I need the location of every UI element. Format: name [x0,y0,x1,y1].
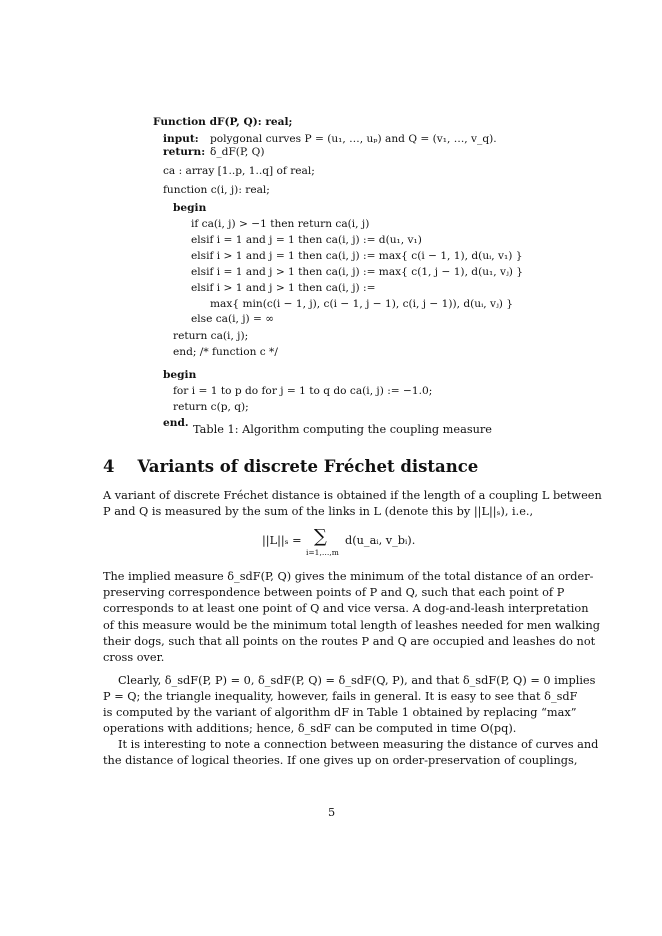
paragraph-line: It is interesting to note a connection between measuring the distance of curves and [118,738,599,751]
section-heading [103,457,478,476]
code-line: elsif i = 1 and j = 1 then ca(i, j) := d(u₁, v₁) [191,234,422,246]
section-title: Variants of discrete Fréchet distance [137,457,479,476]
paragraph-line: of this measure would be the minimum total length of leashes needed for men walking [103,619,600,632]
paragraph-line: corresponds to at least one point of Q and vice versa. A dog-and-leash interpretation [103,602,589,615]
return-text: δ_dF(P, Q) [210,146,265,158]
equation-lhs: ||L||ₛ = [262,534,302,547]
function-header: Function dF(P, Q): real; [153,116,293,128]
sum-subscript: i=1,…,m [306,548,339,557]
table-caption: Table 1: Algorithm computing the coupling measure [193,423,492,436]
begin-keyword: begin [173,202,207,214]
code-line: else ca(i, j) = ∞ [191,313,275,325]
equation-rhs: d(u_aᵢ, v_bᵢ). [345,534,416,547]
code-line: for i = 1 to p do for j = 1 to q do ca(i, j) := −1.0; [173,385,433,397]
end-keyword: end. [163,417,189,429]
paragraph-line: Clearly, δ_sdF(P, P) = 0, δ_sdF(P, Q) = δ_sdF(Q, P), and that δ_sdF(P, Q) = 0 implies [118,674,596,687]
array-declaration: ca : array [1..p, 1..q] of real; [163,165,315,177]
code-line: elsif i > 1 and j > 1 then ca(i, j) := [191,282,376,294]
paragraph-line: P = Q; the triangle inequality, however, fails in general. It is easy to see that δ_sdF [103,690,578,703]
code-line: return ca(i, j); [173,330,249,342]
return-label: return: [163,146,206,158]
paragraph-line: P and Q is measured by the sum of the links in L (denote this by ||L||ₛ), i.e., [103,505,534,518]
sum-symbol: ∑ [314,526,327,547]
code-line: if ca(i, j) > −1 then return ca(i, j) [191,218,370,230]
paragraph-line: The implied measure δ_sdF(P, Q) gives the minimum of the total distance of an order- [103,570,594,583]
code-line: max{ min(c(i − 1, j), c(i − 1, j − 1), c(i, j − 1)), d(uᵢ, vⱼ) } [210,298,514,310]
paragraph-line: preserving correspondence between points of P and Q, such that each point of P [103,586,565,599]
code-line: return c(p, q); [173,401,249,413]
function-c-header: function c(i, j): real; [163,184,270,196]
code-line: elsif i = 1 and j > 1 then ca(i, j) := max{ c(1, j − 1), d(u₁, vⱼ) } [191,266,524,278]
code-line: elsif i > 1 and j = 1 then ca(i, j) := max{ c(i − 1, 1), d(uᵢ, v₁) } [191,250,523,262]
input-label: input: [163,133,199,145]
page-number: 5 [328,806,336,819]
paragraph-line: cross over. [103,651,165,664]
paragraph-line: A variant of discrete Fréchet distance is obtained if the length of a coupling L between [103,489,602,502]
section-number: 4 [103,457,115,476]
begin-keyword: begin [163,369,197,381]
code-line: end; /* function c */ [173,346,278,358]
paragraph-line: operations with additions; hence, δ_sdF can be computed in time O(pq). [103,722,517,735]
paragraph-line: is computed by the variant of algorithm dF in Table 1 obtained by replacing “max” [103,706,577,719]
input-text: polygonal curves P = (u₁, …, uₚ) and Q = (v₁, …, v_q). [210,133,497,145]
paragraph-line: the distance of logical theories. If one gives up on order-preservation of couplings, [103,754,578,767]
paragraph-line: their dogs, such that all points on the routes P and Q are occupied and leashes do not [103,635,596,648]
